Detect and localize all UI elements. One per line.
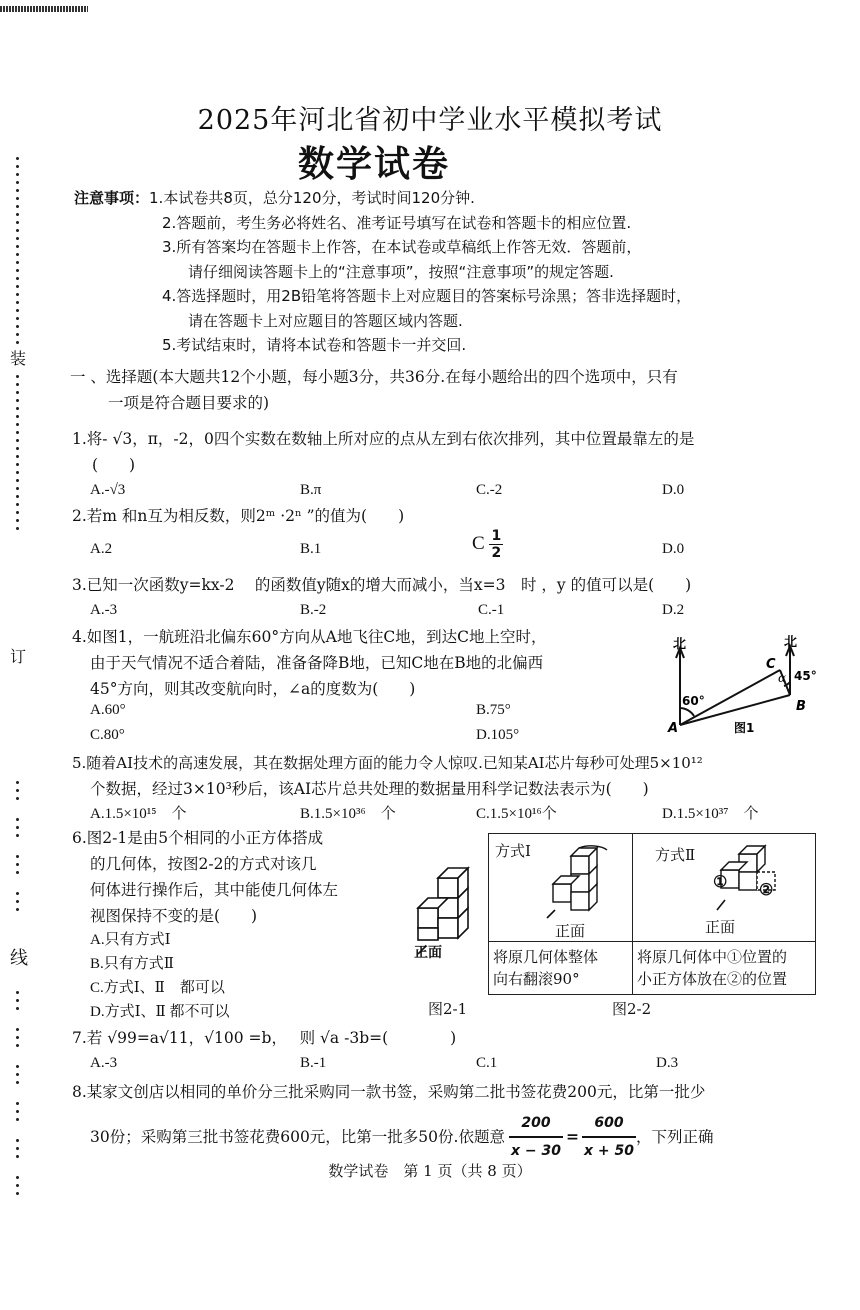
fig1-angle-45: 45°	[794, 669, 817, 683]
q8-tail: ，下列正确	[635, 1128, 714, 1146]
q2-option-c[interactable]	[472, 528, 503, 561]
note-item: 请在答题卡上对应题目的答题区域内答题.	[188, 311, 463, 330]
fig2-1-caption: 图2-1	[428, 1000, 468, 1018]
fig1-north-1: 北	[673, 637, 687, 652]
q3-option-c[interactable]: C.-1	[478, 602, 505, 618]
q5-option-a[interactable]: A.1.5×10¹⁵ 个	[90, 806, 187, 822]
gutter-dots-2	[16, 370, 22, 530]
q1-stem-line1: 1.将- √3，π，-2，0四个实数在数轴上所对应的点从左到右依次排列，其中位置最靠左的是	[72, 430, 695, 448]
q7-option-c[interactable]: C.1	[476, 1055, 498, 1071]
q4-stem	[72, 624, 547, 702]
gutter-zhuang: 装	[10, 346, 26, 369]
section-heading-line1: 一 、选择题(本大题共12个小题，每小题3分，共36分.在每小题给出的四个选项中，只有	[70, 368, 678, 386]
fig1-point-b: B	[796, 699, 806, 714]
fig1-caption: 图1	[734, 721, 755, 735]
q6-stem-line4: 视图保持不变的是( )	[90, 907, 258, 925]
q5-stem-line2: 个数据，经过3×10³秒后，该AI芯片总共处理的数据量用科学记数法表示为( )	[90, 780, 649, 798]
page-footer: 数学试卷 第 1 页（共 8 页）	[328, 1162, 532, 1180]
q4-stem-line2: 由于天气情况不适合着陆，准备备降B地，已知C地在B地的北偏西	[90, 654, 544, 672]
q2-fraction: $\frac{1}{2}$	[491, 528, 502, 561]
q6-stem-line2: 的几何体，按图2-2的方式对该几	[90, 855, 317, 873]
q8-stem-text: 30份；采购第三批书签花费600元，比第一批多50份.依题意	[90, 1128, 505, 1146]
section-heading-line2: 一项是符合题目要求的)	[108, 394, 270, 412]
method-2-front: 正面	[705, 918, 736, 936]
q1-option-a[interactable]: A.-√3	[90, 482, 126, 498]
figure-1	[660, 630, 820, 740]
q8-equals: =	[565, 1127, 579, 1146]
q2-option-a[interactable]: A.2	[90, 541, 113, 557]
q7-option-b[interactable]: B.-1	[300, 1055, 327, 1071]
note-item: 请仔细阅读答题卡上的“注意事项”，按照“注意事项”的规定答题.	[188, 262, 614, 281]
fig1-point-c: C	[766, 657, 776, 672]
gutter-xian: 线	[10, 948, 28, 969]
q4-option-c[interactable]: C.80°	[90, 727, 125, 743]
q7-option-a[interactable]: A.-3	[90, 1055, 118, 1071]
fig1-north-2: 北	[784, 635, 798, 650]
q7-stem: 7.若 √99=a√11，√100 =b， 则 √a -3b=( )	[72, 1029, 457, 1047]
q5-stem	[72, 750, 703, 802]
q5-stem-line1: 5.随着AI技术的高速发展，其在数据处理方面的能力令人惊叹.已知某AI芯片每秒可处理5×10¹²	[72, 754, 703, 772]
fig2-1-front-label: 正面	[414, 945, 442, 961]
q5-option-b[interactable]: B.1.5×10³⁶ 个	[300, 806, 396, 822]
q4-stem-line1: 4.如图1，一航班沿北偏东60°方向从A地飞往C地，到达C地上空时，	[72, 628, 547, 646]
q8-fraction-2: $\frac{600}{x + 50}$	[582, 1110, 636, 1164]
q3-option-b[interactable]: B.-2	[300, 602, 327, 618]
note-item: 1.本试卷共8页，总分120分，考试时间120分钟.	[149, 189, 475, 207]
method-1-cubes	[545, 838, 627, 920]
q1-option-b[interactable]: B.π	[300, 482, 322, 498]
q8-stem: 8.某家文创店以相同的单价分三批采购同一款书签，采购第二批书签花费200元，比第一批少	[72, 1083, 706, 1101]
q8-stem-line2	[90, 1110, 713, 1164]
q1-option-c[interactable]: C.-2	[476, 482, 503, 498]
q6-stem	[72, 825, 338, 929]
q1-option-d[interactable]: D.0	[662, 482, 685, 498]
q7-option-d[interactable]: D.3	[656, 1055, 679, 1071]
q2-option-b[interactable]: B.1	[300, 541, 322, 557]
notes-block	[74, 186, 691, 358]
figure-2-2-table	[488, 833, 816, 995]
method-2-desc: 将原几何体中①位置的 小正方体放在②的位置	[637, 948, 788, 988]
q6-stem-line3: 何体进行操作后，其中能使几何体左	[90, 881, 339, 899]
q8-fraction-1: $\frac{200}{x - 30}$	[509, 1110, 563, 1164]
q4-option-b[interactable]: B.75°	[476, 702, 511, 718]
position-1-marker: ①	[713, 872, 728, 891]
q5-option-c[interactable]: C.1.5×10¹⁶个	[476, 806, 557, 822]
fig2-2-caption: 图2-2	[612, 1000, 652, 1018]
gutter-dots-3	[16, 776, 22, 911]
fig1-alpha: α	[778, 671, 787, 685]
position-2-marker: ②	[759, 880, 774, 899]
note-item: 2.答题前，考生务必将姓名、准考证号填写在试卷和答题卡的相应位置.	[162, 213, 632, 232]
gutter-dots-1	[16, 152, 22, 344]
q3-option-a[interactable]: A.-3	[90, 602, 118, 618]
q5-option-d[interactable]: D.1.5×10³⁷ 个	[662, 806, 759, 822]
q4-option-d[interactable]: D.105°	[476, 727, 520, 743]
note-item: 5.考试结束时，请将本试卷和答题卡一并交回.	[162, 336, 467, 354]
q3-option-d[interactable]: D.2	[662, 602, 685, 618]
q3-stem: 3.已知一次函数y=kx-2 的函数值y随x的增大而减小，当x=3 时 ，y 的值可以是( )	[72, 576, 692, 594]
exam-title: 2025年河北省初中学业水平模拟考试	[197, 105, 663, 136]
q4-stem-line3: 45°方向，则其改变航向时，∠a的度数为( )	[90, 680, 416, 698]
method-1-desc: 将原几何体整体 向右翻滚90°	[493, 948, 599, 988]
method-1-front: 正面	[555, 922, 586, 940]
gutter-ding: 订	[10, 647, 27, 666]
q6-option-b[interactable]: B.只有方式Ⅱ	[90, 956, 174, 972]
q4-option-a[interactable]: A.60°	[90, 702, 126, 718]
fig1-angle-60: 60°	[682, 694, 705, 708]
exam-subtitle: 数学试卷	[298, 143, 451, 185]
note-item: 3.所有答案均在答题卡上作答，在本试卷或草稿纸上作答无效．答题前，	[162, 238, 642, 256]
q2-option-c-label: C	[472, 532, 485, 554]
q1-stem	[72, 426, 694, 478]
note-item: 4.答选择题时，用2B铅笔将答题卡上对应题目的答案标号涂黑；答非选择题时，	[162, 287, 692, 305]
q6-option-c[interactable]: C.方式Ⅰ、Ⅱ 都可以	[90, 980, 225, 996]
notes-label: 注意事项：	[74, 189, 150, 207]
q2-option-d[interactable]: D.0	[662, 541, 685, 557]
section-heading	[70, 364, 678, 416]
q2-stem: 2.若m 和n互为相反数，则2ᵐ ·2ⁿ ”的值为( )	[72, 507, 405, 525]
q1-stem-line2: ( )	[92, 456, 136, 474]
q6-stem-line1: 6.图2-1是由5个相同的小正方体搭成	[72, 829, 324, 847]
q6-option-d[interactable]: D.方式Ⅰ、Ⅱ 都不可以	[90, 1004, 230, 1020]
method-2-label: 方式Ⅱ	[655, 846, 696, 864]
fig1-point-a: A	[668, 721, 679, 736]
scan-mark	[0, 6, 88, 12]
method-1-label: 方式Ⅰ	[495, 842, 531, 860]
q6-option-a[interactable]: A.只有方式Ⅰ	[90, 932, 171, 948]
